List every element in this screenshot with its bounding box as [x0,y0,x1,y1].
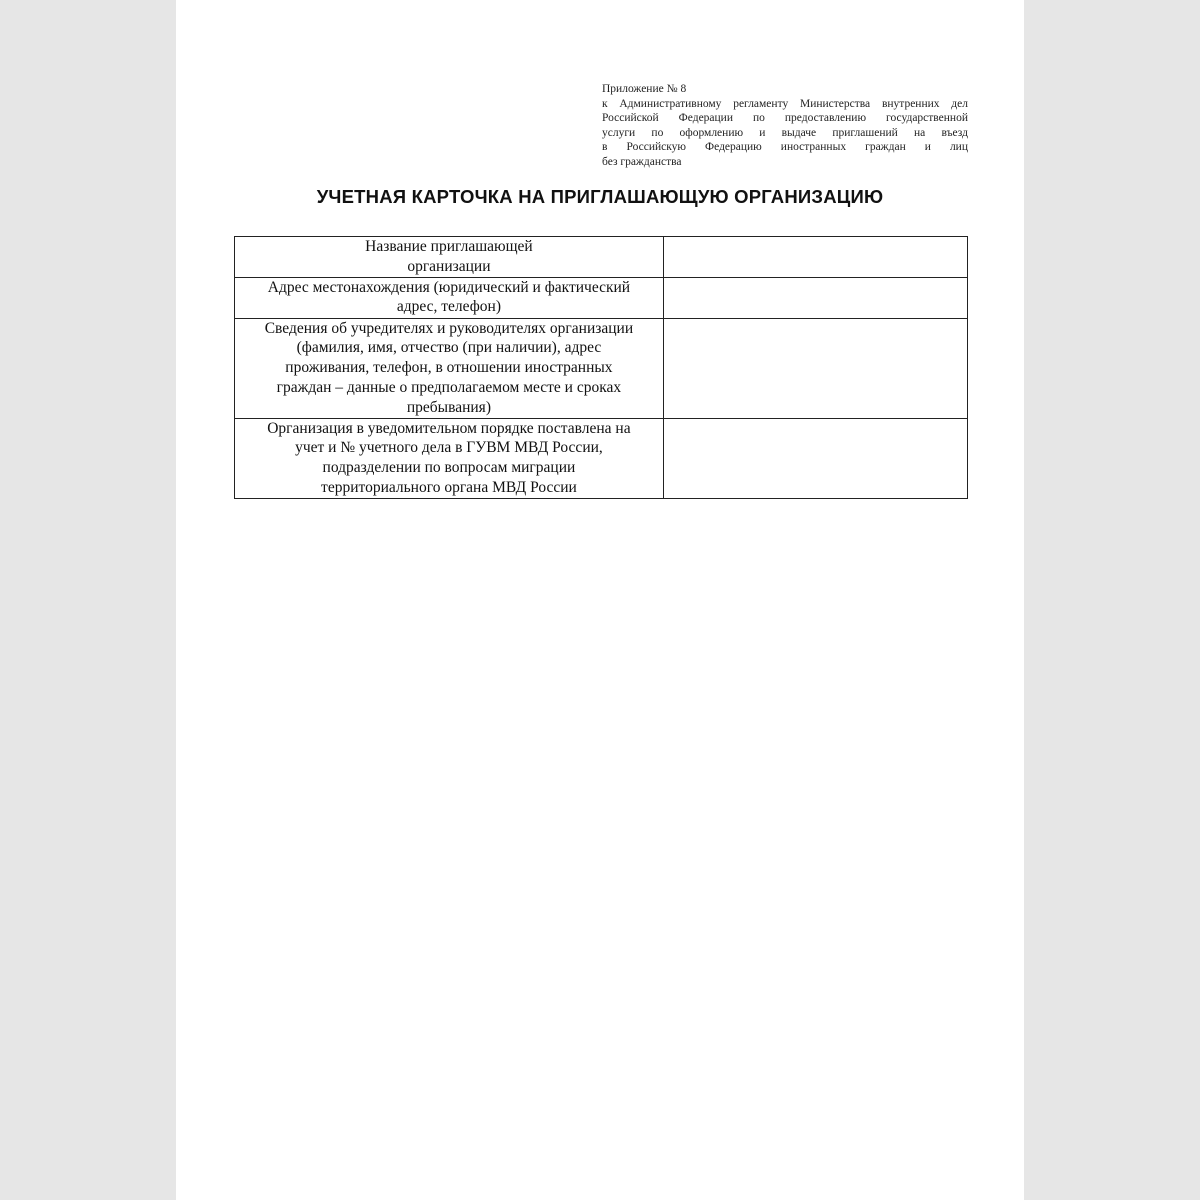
document-title: УЧЕТНАЯ КАРТОЧКА НА ПРИГЛАШАЮЩУЮ ОРГАНИЗАЦИЮ [316,186,884,207]
row-value-cell[interactable] [663,418,967,498]
label-line: территориального органа МВД России [321,478,577,496]
annex-line: к Административному регламенту Министерства внутренних дел [602,97,968,110]
registration-card-table [234,236,968,499]
table-row [235,237,968,278]
row-label [235,237,664,278]
row-value-cell[interactable] [663,318,967,418]
annex-line: услуги по оформлению и выдаче приглашений на въезд [602,126,968,139]
label-line: учет и № учетного дела в ГУВМ МВД России, [295,439,603,457]
label-line: подразделении по вопросам миграции [322,459,576,477]
label-line: Название приглашающей [365,238,533,255]
row-label [235,418,664,498]
document-page [176,0,1024,1200]
annex-heading: Приложение № 8 [602,83,687,95]
annex-note [602,82,968,170]
label-line: Сведения об учредителях и руководителях организации [264,319,634,337]
label-line: граждан – данные о предполагаемом месте и сроках [276,378,622,396]
label-line: пребывания) [406,398,491,416]
table-row [235,318,968,418]
label-line: (фамилия, имя, отчество (при наличии), адрес [296,339,602,357]
annex-line: в Российскую Федерацию иностранных граждан и лиц [602,141,968,154]
label-line: проживания, телефон, в отношении иностранных [285,359,613,377]
label-line: организации [407,257,491,275]
label-line: адрес, телефон) [396,298,501,316]
table-row [235,418,968,498]
row-value-cell[interactable] [663,237,967,278]
label-line: Адрес местонахождения (юридический и фактический [267,278,631,296]
row-label [235,318,664,418]
annex-line: без гражданства [602,155,682,168]
row-value-cell[interactable] [663,277,967,318]
label-line: Организация в уведомительном порядке поставлена на [267,419,631,437]
table-row [235,277,968,318]
row-label [235,277,664,318]
annex-line: Российской Федерации по предоставлению государственной [602,112,968,125]
